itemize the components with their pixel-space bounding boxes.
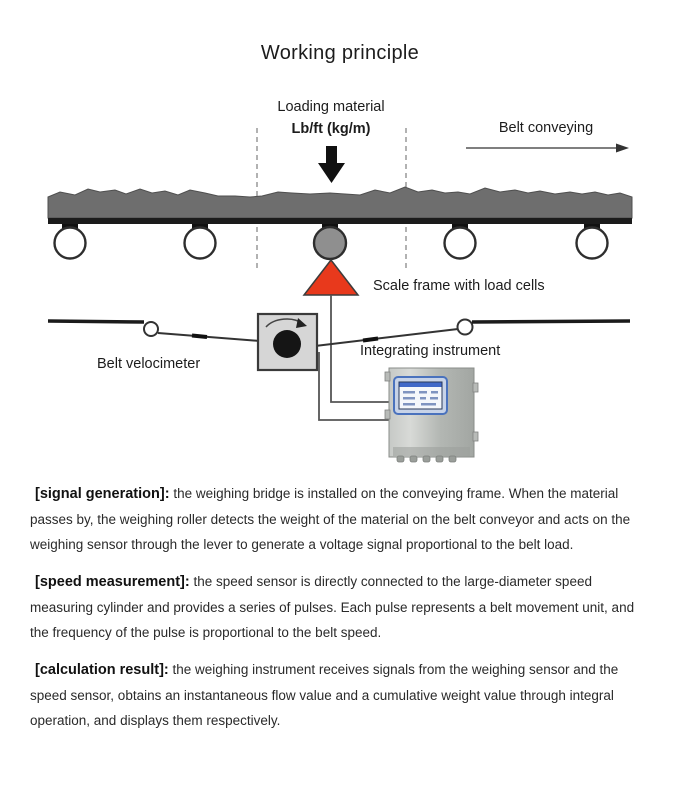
return-belt-line (158, 333, 260, 341)
paragraph-heading: [speed measurement]: (35, 574, 190, 590)
cabinet-hinge (385, 410, 390, 419)
cabinet-hinge (473, 432, 478, 441)
paragraph-speed-measurement (30, 569, 652, 645)
signal-wire-speed (319, 352, 389, 420)
down-arrow-icon (318, 146, 345, 183)
material-layer (48, 187, 632, 218)
return-belt-line (472, 321, 630, 322)
page-title: Working principle (260, 42, 420, 64)
load-unit-label: Lb/ft (kg/m) (291, 121, 371, 137)
paragraph-calculation-result (30, 657, 652, 733)
belt-velocimeter-label: Belt velocimeter (97, 356, 201, 372)
belt-conveying-label: Belt conveying (498, 120, 594, 136)
loading-material-label: Loading material (277, 99, 385, 115)
description-text-block (30, 481, 652, 745)
paragraph-body: the speed sensor is directly connected to the large-diameter speed measuring cylinder and provides a series of pulses. Each pulse represents a belt movement unit, and the frequency of the pulse is proportional to the belt speed. (30, 574, 635, 640)
cabinet-hinge (385, 372, 390, 381)
integrating-instrument-cabinet (385, 368, 478, 462)
scale-frame-label: Scale frame with load cells (373, 278, 545, 294)
velocimeter-wheel (273, 330, 301, 358)
cabinet-hinge (473, 383, 478, 392)
belt-splice-mark (363, 339, 378, 341)
return-roller (144, 322, 158, 336)
paragraph-signal-generation (30, 481, 652, 557)
paragraph-body: the weighing instrument receives signals from the weighing sensor and the speed sensor, obtains an instantaneous flow value and a cumulative weight value through integral operation, and displays them respectively. (30, 662, 619, 728)
instrument-screen (394, 377, 447, 414)
return-roller (458, 320, 473, 335)
idler-roller (577, 228, 608, 259)
load-cell-scale-frame (304, 260, 358, 295)
return-belt-line (48, 321, 144, 322)
belt-line (48, 218, 632, 224)
integrating-instrument-label: Integrating instrument (360, 343, 501, 359)
weighing-roller (314, 227, 346, 259)
idler-roller (55, 228, 86, 259)
idler-roller (185, 228, 216, 259)
right-arrow-icon (466, 144, 629, 153)
paragraph-body: the weighing bridge is installed on the conveying frame. When the material passes by, the weighing roller detects the weight of the material on the belt conveyor and acts on the weighing sensor through the lever to generate a voltage signal proportional to the belt load. (30, 486, 631, 552)
belt-splice-mark (192, 336, 207, 338)
paragraph-heading: [calculation result]: (35, 662, 169, 678)
idler-roller (445, 228, 476, 259)
paragraph-heading: [signal generation]: (35, 486, 170, 502)
